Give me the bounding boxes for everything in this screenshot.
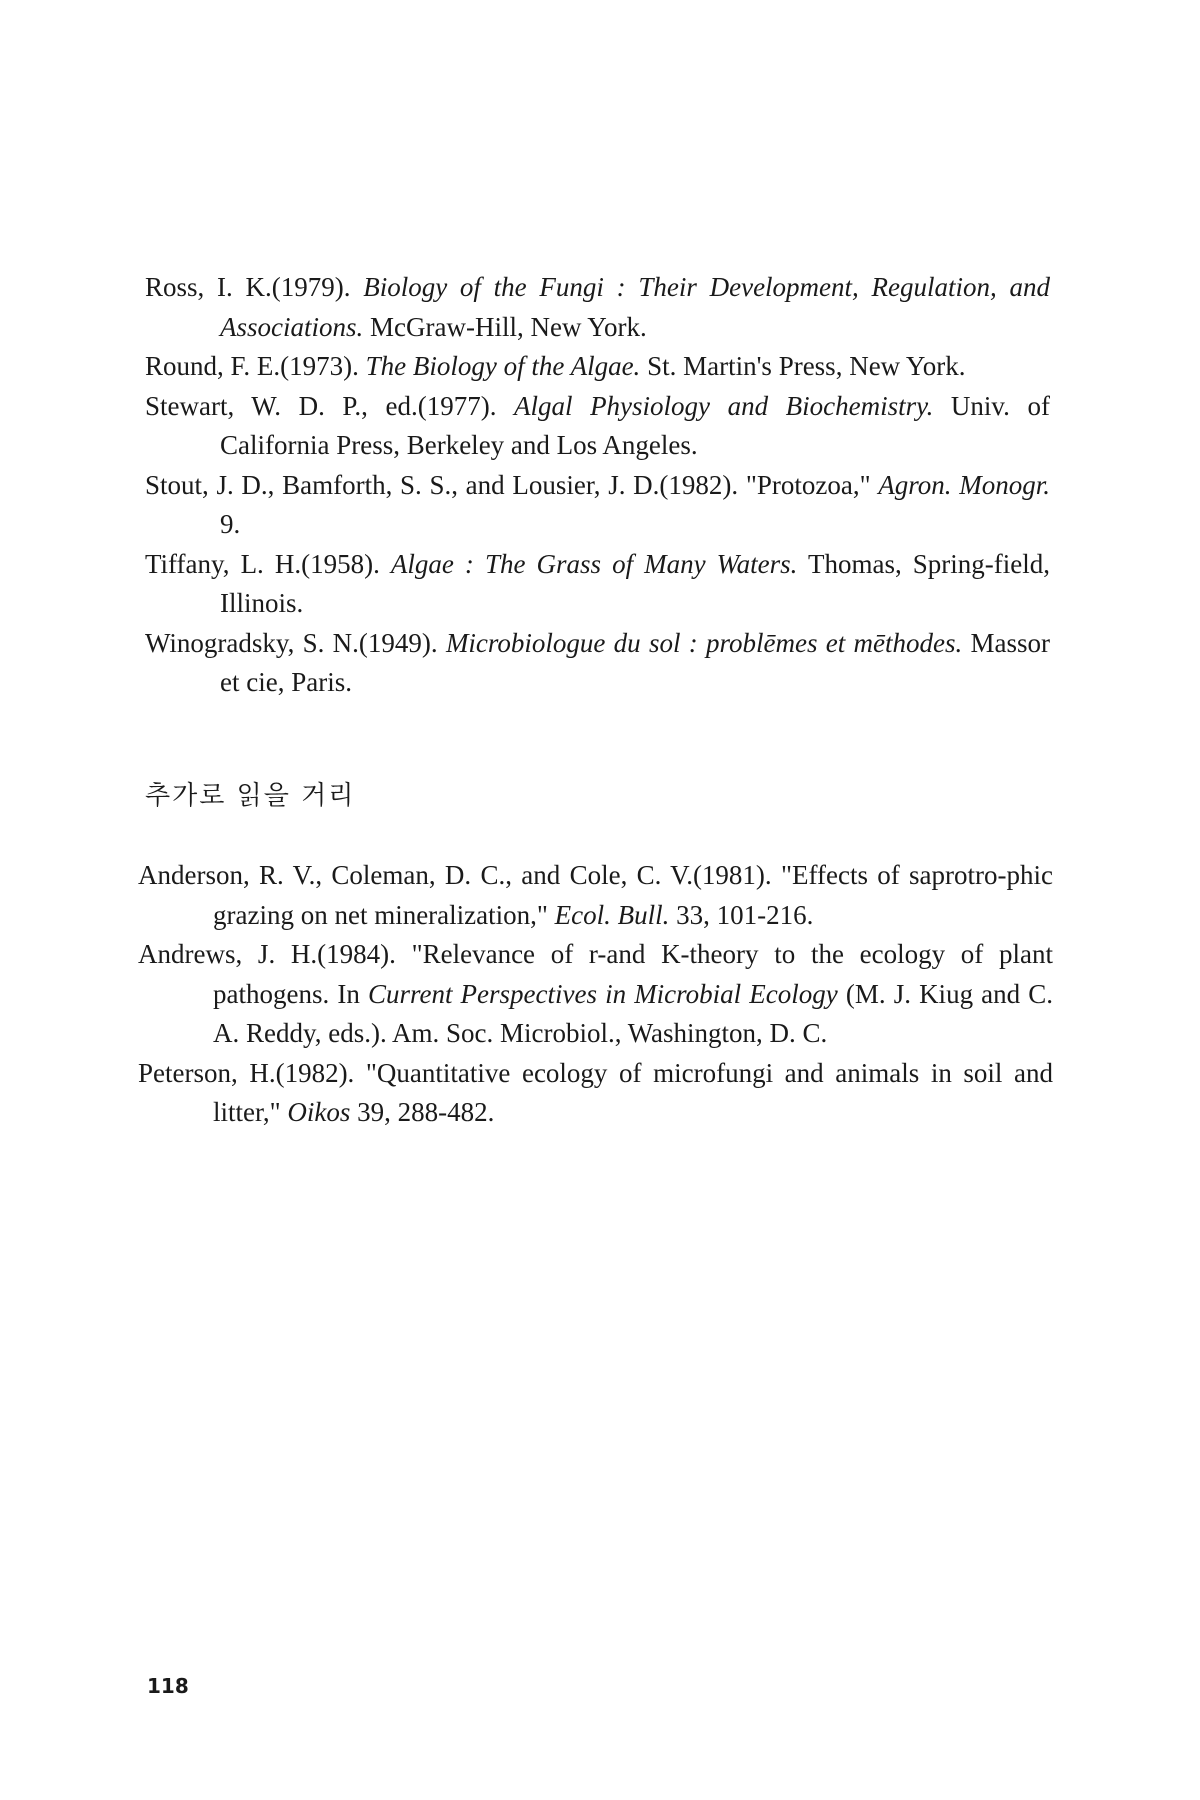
- reference-authors: Andrews, J. H.(1984). "Relevance of r-and K-theory to the ecology of plant pathogens. In: [138, 939, 1053, 1009]
- reference-publisher: Thomas, Spring-field, Illinois.: [220, 548, 1050, 618]
- reference-title: Algae : The Grass of Many Waters.: [390, 548, 798, 579]
- reference-authors: Stewart, W. D. P., ed.(1977).: [145, 390, 515, 421]
- reference-publisher: St. Martin's Press, New York.: [640, 351, 966, 381]
- reference-publisher: 39, 288-482.: [350, 1097, 495, 1127]
- reference-publisher: (M. J. Kiug and C. A. Reddy, eds.). Am. Soc. Microbiol., Washington, D. C.: [213, 978, 1054, 1048]
- reference-publisher: McGraw-Hill, New York.: [363, 311, 647, 342]
- reference-publisher: Univ. of California Press, Berkeley and Los Angeles.: [220, 390, 1050, 460]
- reference-title: Biology of the Fungi : Their Development, Regulation, and Associations.: [220, 272, 1050, 342]
- reference-entry: [145, 268, 1050, 347]
- reference-title: Microbiologue du sol : problēmes et mēthodes.: [445, 627, 963, 658]
- reference-title: Oikos: [287, 1097, 351, 1127]
- reference-entry: [145, 347, 1050, 387]
- reference-entry: [145, 387, 1050, 466]
- reference-title: Ecol. Bull.: [554, 899, 670, 930]
- reference-title: Agron. Monogr.: [878, 469, 1050, 500]
- reference-entry: [145, 545, 1050, 624]
- reference-title: Algal Physiology and Biochemistry.: [514, 390, 934, 421]
- reference-publisher: 33, 101-216.: [669, 899, 814, 930]
- reference-publisher: 9.: [220, 509, 241, 539]
- reference-authors: Stout, J. D., Bamforth, S. S., and Lousier, J. D.(1982). "Protozoa,": [145, 469, 879, 500]
- reference-authors: Anderson, R. V., Coleman, D. C., and Cole, C. V.(1981). "Effects of saprotro-phic grazing on net mineralization,": [138, 860, 1053, 930]
- further-reading-list: [138, 856, 1053, 1133]
- reference-list: [145, 268, 1050, 703]
- page-number: 118: [147, 1674, 189, 1698]
- reference-entry: [138, 935, 1053, 1054]
- further-reading-heading: 추가로 읽을 거리: [145, 781, 356, 811]
- reference-publisher: Massor et cie, Paris.: [220, 627, 1050, 697]
- reference-entry: [138, 856, 1053, 935]
- reference-title: Current Perspectives in Microbial Ecology: [367, 978, 838, 1009]
- reference-title: The Biology of the Algae.: [365, 351, 641, 381]
- reference-authors: Ross, I. K.(1979).: [145, 272, 364, 302]
- reference-authors: Round, F. E.(1973).: [145, 351, 366, 381]
- reference-entry: [145, 624, 1050, 703]
- reference-authors: Tiffany, L. H.(1958).: [145, 548, 391, 579]
- reference-authors: Winogradsky, S. N.(1949).: [145, 627, 446, 658]
- reference-authors: Peterson, H.(1982). "Quantitative ecology of microfungi and animals in soil and litter,": [138, 1057, 1053, 1127]
- reference-entry: [145, 466, 1050, 545]
- reference-entry: [138, 1054, 1053, 1133]
